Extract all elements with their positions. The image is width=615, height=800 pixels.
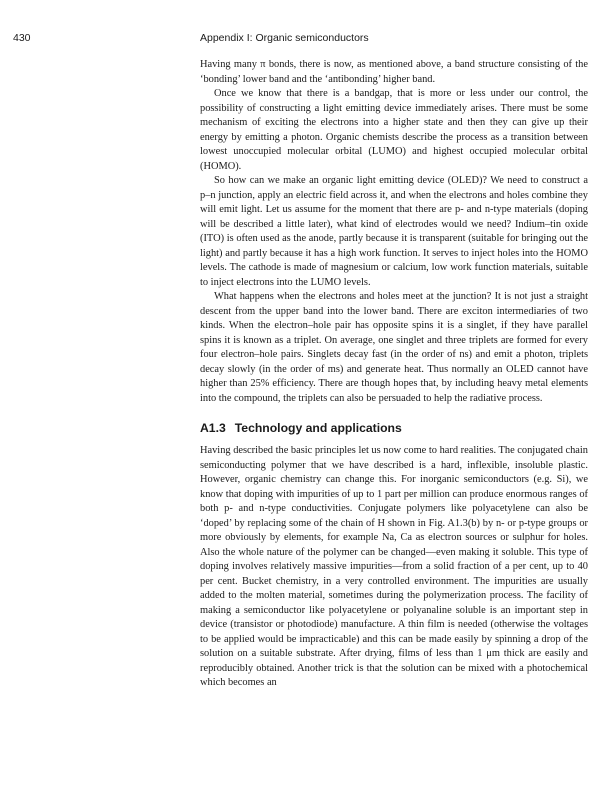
page-body [200, 58, 588, 691]
paragraph: Having described the basic principles let us now come to hard realities. The conjugated chain semiconducting polymer that we have described is a hard, inflexible, insoluble plastic. However, organic chemistry can change this. For inorganic semiconductors (e.g. Si), we know that doping with impurities of up to 1 part per million can produce enormous ranges of both p- and n-type conductivities. Conjugate polymers like polyacetylene can also be ‘doped’ by replacing some of the chain of H shown in Fig. A1.3(b) by n- or p-type groups or more obviously by elements, for example Na, Ca as electron sources or sulphur for holes. Also the whole nature of the polymer can be changed—even making it soluble. This type of doping involves relatively massive impurities—from a solid fraction of a per cent, up to 40 per cent. Bucket chemistry, in a very controlled environment. The impurities are usually added to the molten material, sometimes during the polymerization process. The facility of making a semiconductor like polyacetylene or polyanaline soluble is an important step in device (transistor or photodiode) manufacture. A thin film is needed (otherwise the voltages to be applied would be impracticable) and this can be made easily by spinning a drop of the solution on a suitable substrate. After drying, films of less than 1 μm thick are easily and reproducibly obtained. Another trick is that the solution can be mixed with a photochemical which becomes an [200, 445, 588, 688]
paragraph: What happens when the electrons and holes meet at the junction? It is not just a straight descent from the upper band into the lower band. There are exciton intermediaries of two kinds. When the electron–hole pair has opposite spins it is a singlet, if they have parallel spins it is known as a triplet. On average, one singlet and three triplets are formed for every four electron–hole pairs. Singlets decay fast (in the order of ns) and emit a photon, triplets decay slowly (in the order of ms) and generate heat. Thus normally an OLED cannot have higher than 25% efficiency. There are though hopes that, by including heavy metal elements into the compound, the triplets can also be persuaded to help the radiative process. [200, 291, 588, 404]
running-head: Appendix I: Organic semiconductors [200, 32, 369, 44]
paragraph: So how can we make an organic light emitting device (OLED)? We need to construct a p–n junction, apply an electric field across it, and when the electrons and holes combine they will emit light. Let us assume for the moment that there are p- and n-type materials (doping will be described a little later), what kind of electrodes would we need? Indium–tin oxide (ITO) is often used as the anode, partly because it is transparent (suitable for bringing out the light) and partly because it has a high work function. It serves to inject holes into the HOMO levels. The cathode is made of magnesium or calcium, low work function materials, suitable to inject electrons into the LUMO levels. [200, 175, 588, 288]
section-number: A1.3 [200, 421, 226, 435]
section-title: Technology and applications [234, 421, 402, 435]
page-number: 430 [13, 32, 31, 44]
paragraph: Once we know that there is a bandgap, that is more or less under our control, the possibility of constructing a light emitting device immediately arises. There must be some mechanism of exciting the electrons into a higher state and then they can give up their energy by emitting a photon. Organic chemists describe the process as a transition between lowest unoccupied molecular orbital (LUMO) and highest occupied molecular orbital (HOMO). [200, 88, 588, 172]
paragraph: Having many π bonds, there is now, as mentioned above, a band structure consisting of the ‘bonding’ lower band and the ‘antibonding’ higher band. [200, 59, 588, 85]
section-heading [200, 420, 588, 436]
